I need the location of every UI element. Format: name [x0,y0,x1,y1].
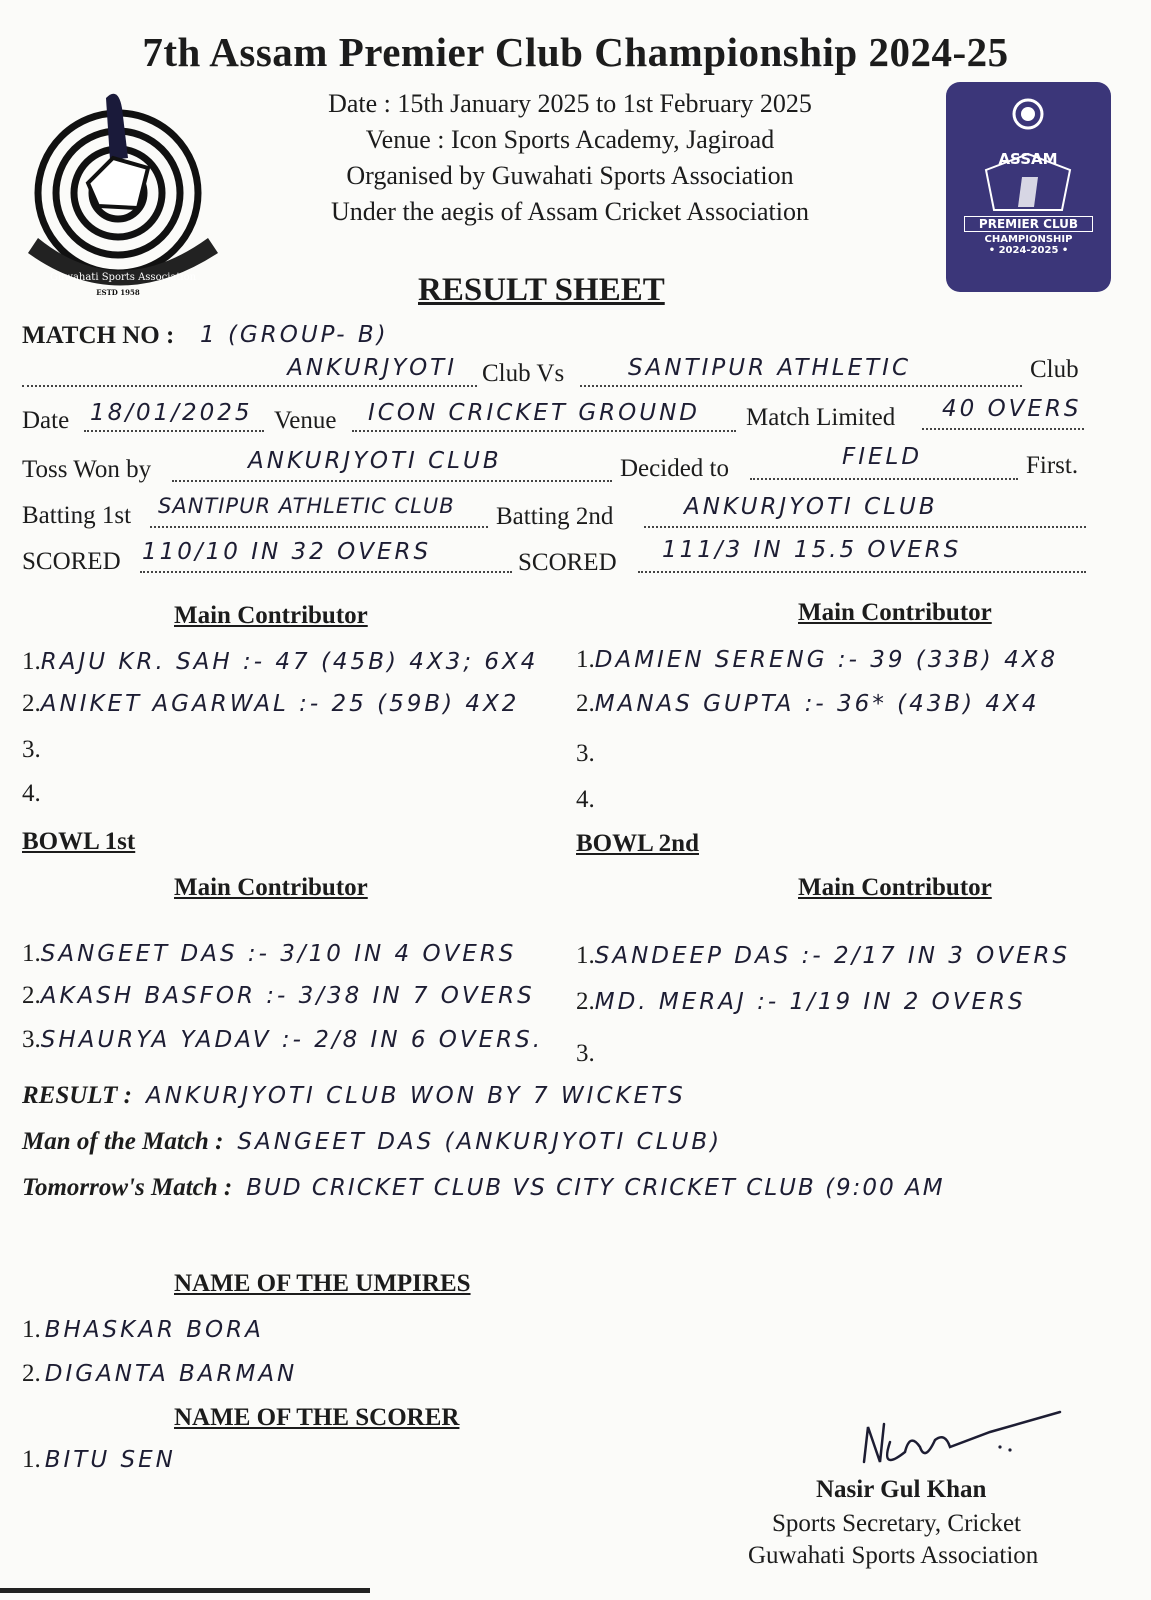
tournament-date: Date : 15th January 2025 to 1st February 2025 [328,89,812,118]
scan-edge [0,1588,370,1593]
bowl1-row-3 [22,1026,543,1054]
limited-value: 40 OVERS [942,396,1082,422]
scored1-value: 110/10 IN 32 OVERS [142,539,432,565]
venue-field [352,402,736,432]
tomorrow-row [22,1174,945,1202]
contributor-text: SANGEET DAS :- 3/10 IN 4 OVERS [40,941,517,967]
aegis: Under the aegis of Assam Cricket Association [330,197,810,226]
bowl2-label: BOWL 2nd [576,830,699,857]
contributor-text: SHAURYA YADAV :- 2/8 IN 6 OVERS. [40,1027,544,1053]
team1-field [22,357,477,387]
gsa-logo-text: Guwahati Sports Association [49,272,197,283]
row-number: 2. [22,982,41,1009]
row-number: 2. [22,690,41,717]
bat2-row-2 [576,690,1039,718]
bat2-row-3 [576,740,595,768]
bowl2-row-1 [576,942,1070,970]
apc-logo-sub: CHAMPIONSHIP [984,234,1073,245]
row-number: 1. [22,1446,41,1473]
bat1-label: Batting 1st [22,502,132,529]
contributor-text: DAMIEN SERENG :- 39 (33B) 4X8 [594,647,1059,673]
bowl1-label: BOWL 1st [22,828,136,855]
scored1-label: SCORED [22,548,121,575]
team2-field [580,357,1022,387]
bat2-value: ANKURJYOTI CLUB [684,494,938,520]
signatory-name: Nasir Gul Khan [816,1476,987,1503]
toss-field [172,448,612,482]
bowl2-row-2 [576,988,1026,1016]
row-number: 3. [576,740,595,767]
bat2-row-1 [576,646,1058,674]
bowl2-row-3 [576,1040,595,1068]
date-label: Date [22,407,70,434]
venue-value: ICON CRICKET GROUND [368,400,700,426]
bowl1-row-1 [22,940,516,968]
limited-label: Match Limited [746,404,896,431]
scored2-value: 111/3 IN 15.5 OVERS [662,537,962,563]
bat1-row-1 [22,648,538,676]
umpires-heading: NAME OF THE UMPIRES [174,1270,471,1297]
contributor-text: AKASH BASFOR :- 3/38 IN 7 OVERS [40,983,535,1009]
contributor-text: SANDEEP DAS :- 2/17 IN 3 OVERS [594,943,1071,969]
venue-label: Venue [274,407,337,434]
row-number: 2. [576,690,595,717]
bat1-row-2 [22,690,519,718]
contributor-text: RAJU KR. SAH :- 47 (45B) 4X3; 6X4 [40,649,539,675]
gsa-logo [18,88,233,298]
umpire-1 [22,1316,264,1344]
bat1-row-4 [22,780,41,808]
row-number: 1. [576,942,595,969]
row-number: 4. [576,786,595,813]
match-no-value: 1 (GROUP- B) [200,322,389,348]
toss-label: Toss Won by [22,456,152,483]
apc-logo [946,82,1111,292]
signatory-title: Sports Secretary, Cricket [772,1510,1021,1537]
team2-value: SANTIPUR ATHLETIC [628,355,912,381]
club-label: Club [1030,356,1079,383]
contributor-text: MD. MERAJ :- 1/19 IN 2 OVERS [594,989,1026,1015]
tomorrow-value: BUD CRICKET CLUB VS CITY CRICKET CLUB (9:00 AM [246,1175,945,1201]
scored2-label: SCORED [518,549,617,576]
row-number: 1. [22,648,41,675]
championship-title: 7th Assam Premier Club Championship 2024-25 [142,29,1009,75]
decided-label: Decided to [620,455,729,482]
contributor-text: MANAS GUPTA :- 36* (43B) 4X4 [594,691,1040,717]
bat2-contributor-heading: Main Contributor [798,599,992,626]
organiser: Organised by Guwahati Sports Association [346,161,794,190]
result-label: RESULT : [22,1082,132,1109]
result-sheet-title: RESULT SHEET [418,272,665,308]
bat2-label: Batting 2nd [496,503,614,530]
umpire-name: BHASKAR BORA [44,1317,264,1343]
umpire-2 [22,1360,297,1388]
tournament-venue: Venue : Icon Sports Academy, Jagiroad [365,125,775,154]
result-value: ANKURJYOTI CLUB WON BY 7 WICKETS [145,1083,686,1109]
match-no-label: MATCH NO : [22,322,175,349]
decided-field [750,444,1018,480]
date-value: 18/01/2025 [90,400,253,426]
club-vs-label: Club Vs [482,360,565,387]
date-field [84,402,264,432]
bat2-field [644,494,1086,528]
scorer-name: BITU SEN [44,1447,176,1473]
toss-value: ANKURJYOTI CLUB [248,448,502,474]
first-label: First. [1026,452,1079,479]
scored2-field [638,537,1086,573]
tomorrow-label: Tomorrow's Match : [22,1174,233,1201]
decided-value: FIELD [842,444,923,470]
umpire-name: DIGANTA BARMAN [44,1361,298,1387]
bat2-row-4 [576,786,595,814]
row-number: 3. [576,1040,595,1067]
result-row [22,1082,686,1110]
mom-row [22,1128,722,1156]
bat1-row-3 [22,736,41,764]
apc-logo-years: • 2024-2025 • [988,245,1069,256]
row-number: 2. [22,1360,41,1387]
bat1-field [150,494,488,528]
apc-emblem-icon [946,82,1111,212]
row-number: 3. [22,736,41,763]
team1-value: ANKURJYOTI [287,355,457,381]
limited-field [922,396,1084,430]
row-number: 4. [22,780,41,807]
row-number: 1. [22,1316,41,1343]
apc-logo-top: ASSAM [998,150,1058,168]
mom-value: SANGEET DAS (ANKURJYOTI CLUB) [237,1129,723,1155]
scored1-field [140,539,512,573]
row-number: 1. [576,646,595,673]
scorer-heading: NAME OF THE SCORER [174,1404,460,1431]
bowl2-contributor-heading: Main Contributor [798,874,992,901]
row-number: 1. [22,940,41,967]
apc-logo-middle: PREMIER CLUB [964,216,1093,232]
bat1-value: SANTIPUR ATHLETIC CLUB [158,494,455,518]
scorer-1 [22,1446,176,1474]
mom-label: Man of the Match : [22,1128,224,1155]
signatory-org: Guwahati Sports Association [748,1542,1039,1569]
bowl1-row-2 [22,982,535,1010]
contributor-text: ANIKET AGARWAL :- 25 (59B) 4X2 [40,691,520,717]
bowl1-contributor-heading: Main Contributor [174,874,368,901]
row-number: 3. [22,1026,41,1053]
row-number: 2. [576,988,595,1015]
gsa-logo-estd: ESTD 1958 [96,288,140,297]
bat1-contributor-heading: Main Contributor [174,602,368,629]
